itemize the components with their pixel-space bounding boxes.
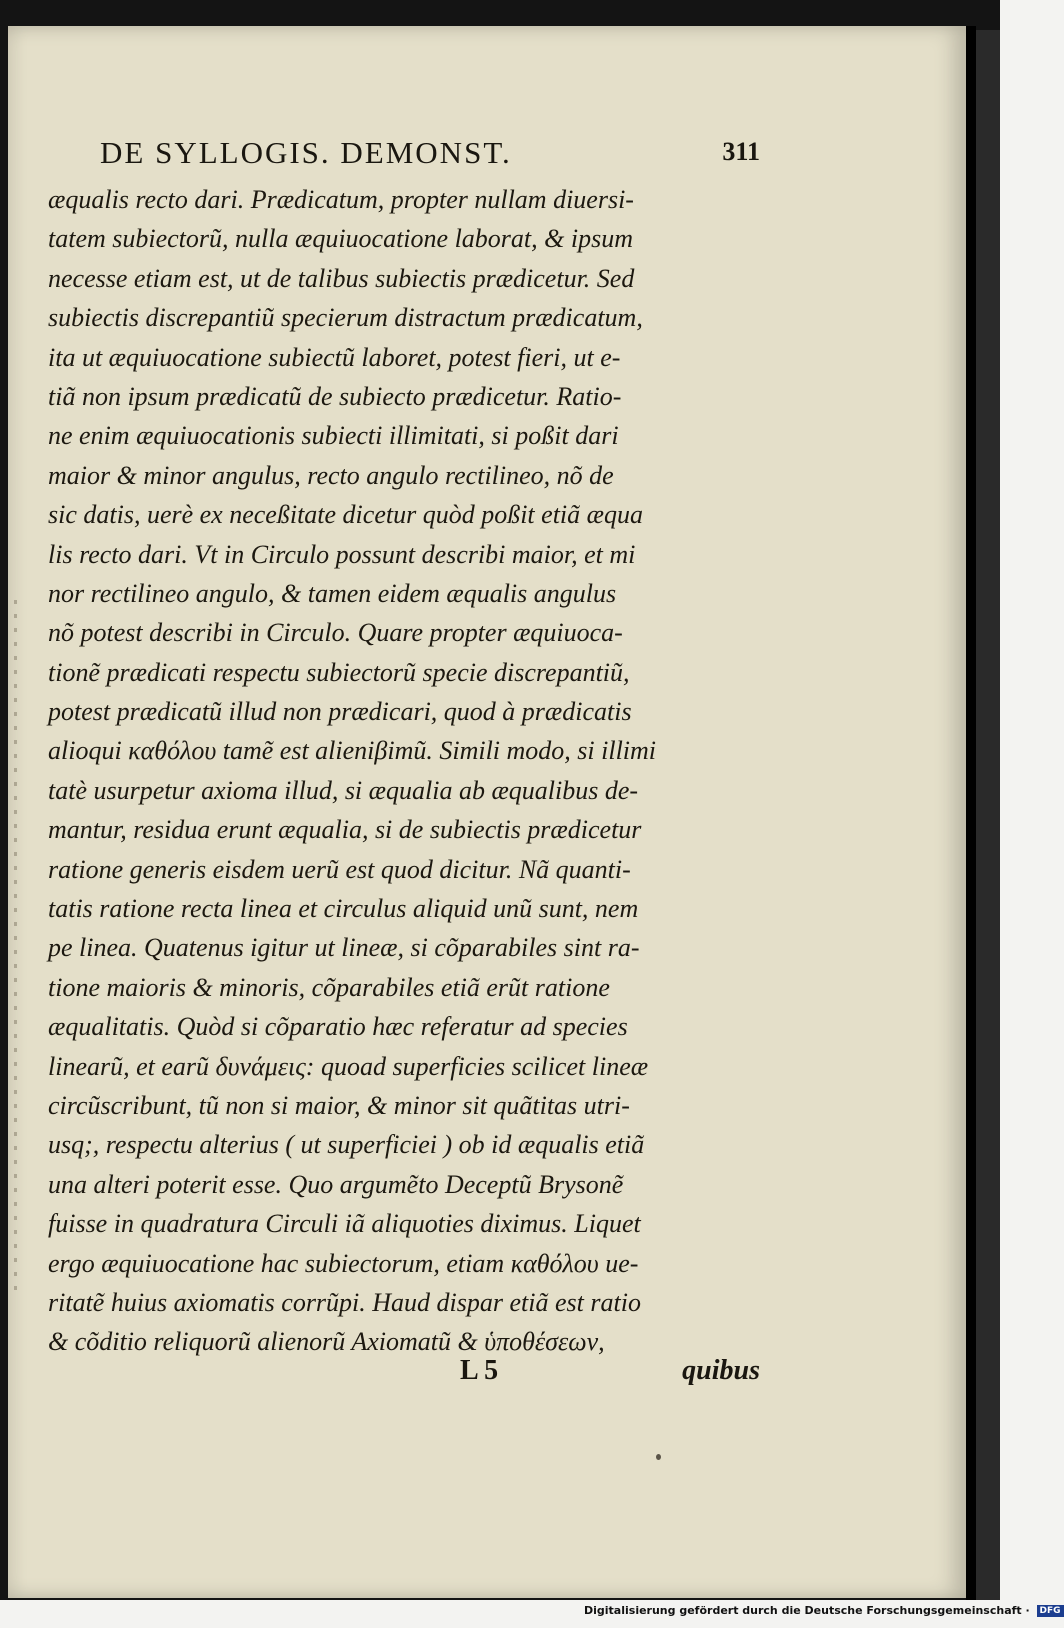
text-line: ritatẽ huius axiomatis corrũpi. Haud dispar etiã est ratio <box>48 1287 641 1317</box>
text-line: alioqui καθόλου tamẽ est alieniβimũ. Simili modo, si illimi <box>48 736 657 766</box>
text-line: ita ut æquiuocatione subiectũ laboret, potest fieri, ut e- <box>48 342 621 372</box>
text-line: pe linea. Quatenus igitur ut lineæ, si cõparabiles sint ra- <box>48 933 640 963</box>
text-line: nor rectilineo angulo, & tamen eidem æqualis angulus <box>48 578 617 608</box>
text-line: fuisse in quadratura Circuli iã aliquoties diximus. Liquet <box>48 1209 641 1239</box>
text-line: nõ potest describi in Circulo. Quare propter æquiuoca- <box>48 618 623 648</box>
text-line: usq;, respectu alterius ( ut superficiei ) ob id æqualis etiã <box>48 1130 645 1160</box>
catchline <box>460 1355 760 1395</box>
text-line: tatem subiectorũ, nulla æquiuocatione laborat, & ipsum <box>48 224 633 254</box>
text-line: ne enim æquiuocationis subiecti illimitati, si poßit dari <box>48 421 619 451</box>
text-line: tione maioris & minoris, cõparabiles etiã erũt ratione <box>48 972 610 1002</box>
catchword: quibus <box>682 1355 760 1386</box>
footer-credit: Digitalisierung gefördert durch die Deutsche Forschungsgemeinschaft · <box>584 1604 1030 1617</box>
text-line: una alteri poterit esse. Quo argumẽto Deceptũ Brysonẽ <box>48 1169 624 1199</box>
running-header <box>100 135 760 179</box>
text-line: & cõditio reliquorũ alienorũ Axiomatũ & ὑποθέσεων, <box>48 1327 605 1357</box>
text-line: tionẽ prædicati respectu subiectorũ specie discrepantiũ, <box>48 657 630 687</box>
facing-page-edge <box>976 30 1000 1600</box>
text-line: tiã non ipsum prædicatũ de subiecto prædicetur. Ratio- <box>48 381 622 411</box>
text-line: tatè usurpetur axioma illud, si æqualia ab æqualibus de- <box>48 775 639 805</box>
text-line: subiectis discrepantiũ specierum distractum prædicatum, <box>48 303 643 333</box>
text-line: linearũ, et earũ δυνάμεις: quoad superficies scilicet lineæ <box>48 1051 649 1081</box>
signature-mark: L 5 <box>460 1355 499 1386</box>
text-line: ergo æquiuocatione hac subiectorum, etiam καθόλου ue- <box>48 1248 639 1278</box>
text-line: ratione generis eisdem uerũ est quod dicitur. Nã quanti- <box>48 854 631 884</box>
body-text <box>48 180 778 1362</box>
text-line: necesse etiam est, ut de talibus subiectis prædicetur. Sed <box>48 263 635 293</box>
text-line: circũscribunt, tũ non si maior, & minor sit quãtitas utri- <box>48 1090 630 1120</box>
digitization-footer <box>584 1604 1061 1622</box>
text-line: lis recto dari. Vt in Circulo possunt describi maior, et mi <box>48 539 636 569</box>
text-line: sic datis, uerè ex neceßitate dicetur quòd poßit etiã æqua <box>48 500 643 530</box>
text-line: mantur, residua erunt æqualia, si de subiectis prædicetur <box>48 815 642 845</box>
dfg-logo-icon: DFG <box>1037 1605 1064 1617</box>
ink-speck <box>656 1454 661 1460</box>
margin-marks <box>14 600 17 1290</box>
text-line: æqualis recto dari. Prædicatum, propter nullam diuersi- <box>48 185 634 214</box>
page-gutter <box>966 26 976 1600</box>
running-title: DE SYLLOGIS. DEMONST. <box>100 135 512 170</box>
text-line: æqualitatis. Quòd si cõparatio hæc referatur ad species <box>48 1012 628 1042</box>
text-line: tatis ratione recta linea et circulus aliquid unũ sunt, nem <box>48 894 639 924</box>
text-line: maior & minor angulus, recto angulo rectilineo, nõ de <box>48 460 614 490</box>
folio-number: 311 <box>722 137 760 166</box>
text-line: potest prædicatũ illud non prædicari, quod à prædicatis <box>48 697 632 727</box>
